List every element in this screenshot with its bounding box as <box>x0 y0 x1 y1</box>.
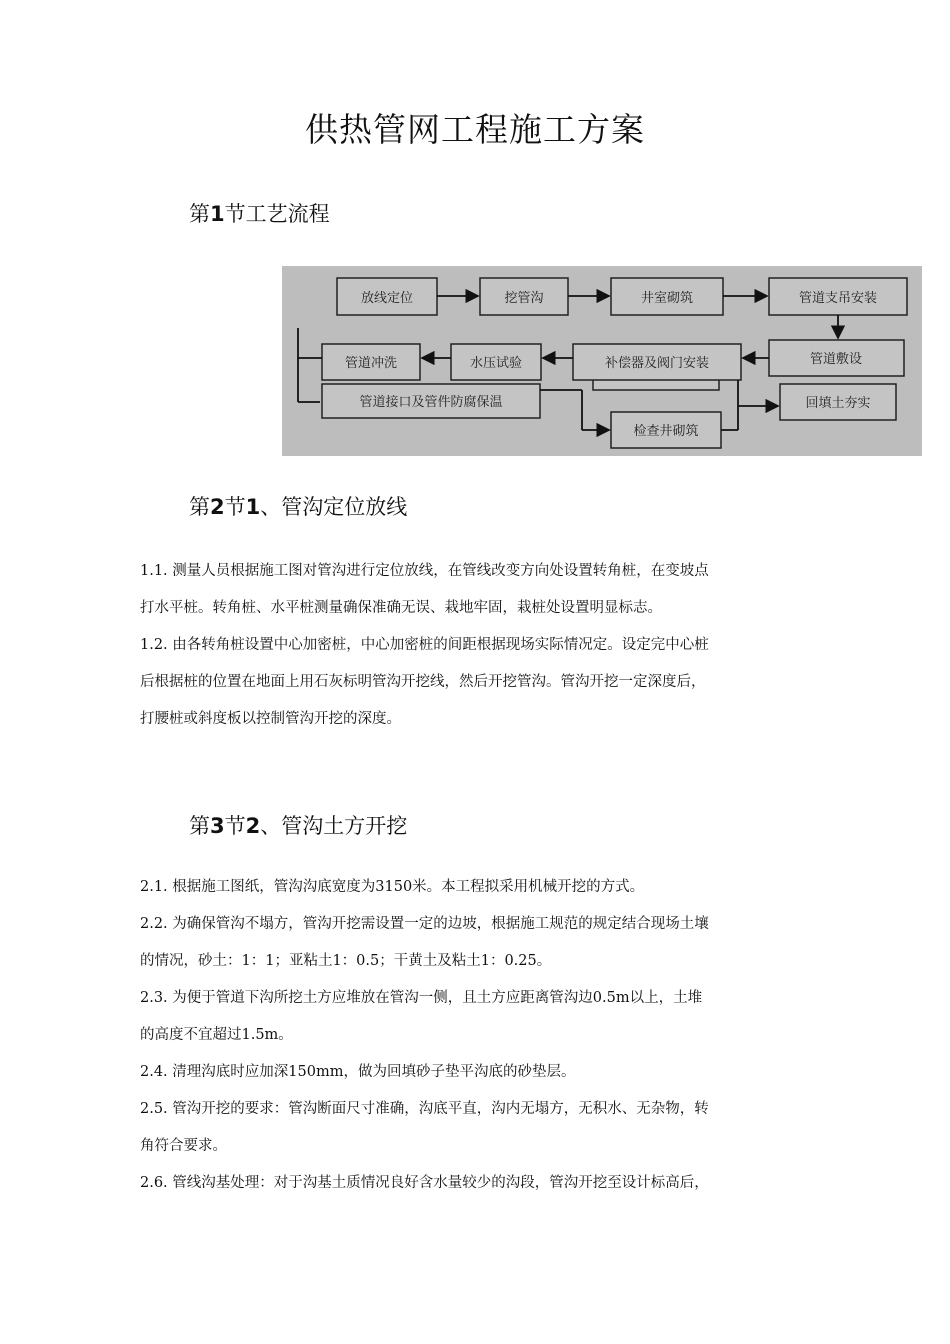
svg-text:管道支吊安装: 管道支吊安装 <box>798 291 878 306</box>
page-title: 供热管网工程施工方案 <box>305 110 645 149</box>
svg-text:挖管沟: 挖管沟 <box>504 291 544 306</box>
paragraph-line: 2.2. 为确保管沟不塌方，管沟开挖需设置一定的边坡，根据施工规范的规定结合现场土壤 <box>140 916 709 932</box>
svg-text:检查井砌筑: 检查井砌筑 <box>633 424 699 439</box>
flow-box-wagou <box>480 278 568 315</box>
process-flowchart <box>282 266 922 456</box>
section-heading-2: 第2节1、管沟定位放线 <box>189 495 408 519</box>
flow-box-jingshi <box>611 278 723 315</box>
paragraph-line: 的情况，砂土：1：1；亚粘土1：0.5；干黄土及粘土1：0.25。 <box>140 953 552 969</box>
paragraph-section-2 <box>140 553 820 738</box>
flow-box-huitian <box>780 384 896 420</box>
paragraph-section-3 <box>140 869 820 1202</box>
section-heading-3: 第3节2、管沟土方开挖 <box>189 814 408 838</box>
flow-box-buchang <box>573 344 741 380</box>
svg-text:放线定位: 放线定位 <box>360 291 414 306</box>
svg-text:管道冲洗: 管道冲洗 <box>344 356 398 371</box>
flow-box-shuiya <box>451 344 541 380</box>
flow-box-jianchajing <box>611 412 721 448</box>
flow-box-chongxi <box>322 344 420 380</box>
paragraph-line: 打水平桩。转角桩、水平桩测量确保准确无误、栽地牢固，栽桩处设置明显标志。 <box>140 600 662 616</box>
paragraph-line: 打腰桩或斜度板以控制管沟开挖的深度。 <box>140 711 401 727</box>
svg-text:管道敷设: 管道敷设 <box>809 352 863 367</box>
flow-box-guandao-anzhuang <box>769 278 907 315</box>
paragraph-line: 2.1. 根据施工图纸，管沟沟底宽度为3150米。本工程拟采用机械开挖的方式。 <box>140 879 645 895</box>
paragraph-line: 后根据桩的位置在地面上用石灰标明管沟开挖线，然后开挖管沟。管沟开挖一定深度后， <box>140 674 706 690</box>
paragraph-line: 1.1. 测量人员根据施工图对管沟进行定位放线，在管线改变方向处设置转角桩，在变坡点 <box>140 563 709 579</box>
svg-text:回填土夯实: 回填土夯实 <box>805 396 871 411</box>
paragraph-line: 2.5. 管沟开挖的要求：管沟断面尺寸准确，沟底平直，沟内无塌方，无积水、无杂物，转 <box>140 1101 709 1117</box>
flow-box-fangxian <box>337 278 437 315</box>
paragraph-line: 2.3. 为便于管道下沟所挖土方应堆放在管沟一侧，且土方应距离管沟边0.5m以上，土堆 <box>140 990 703 1006</box>
svg-text:管道接口及管件防腐保温: 管道接口及管件防腐保温 <box>359 395 503 410</box>
paragraph-line: 2.6. 管线沟基处理：对于沟基土质情况良好含水量较少的沟段，管沟开挖至设计标高后， <box>140 1175 709 1191</box>
paragraph-line: 的高度不宜超过1.5m。 <box>140 1027 293 1043</box>
svg-text:井室砌筑: 井室砌筑 <box>640 291 694 306</box>
section-heading-1: 第1节工艺流程 <box>189 202 330 226</box>
paragraph-line: 2.4. 清理沟底时应加深150mm，做为回填砂子垫平沟底的砂垫层。 <box>140 1064 576 1080</box>
paragraph-line: 角符合要求。 <box>140 1138 227 1154</box>
flow-box-guandao-fushe <box>769 340 904 376</box>
paragraph-line: 1.2. 由各转角桩设置中心加密桩，中心加密桩的间距根据现场实际情况定。设定完中心桩 <box>140 637 709 653</box>
svg-text:水压试验: 水压试验 <box>469 356 523 371</box>
flow-box-jiekou <box>322 384 540 418</box>
svg-text:补偿器及阀门安装: 补偿器及阀门安装 <box>604 356 710 371</box>
